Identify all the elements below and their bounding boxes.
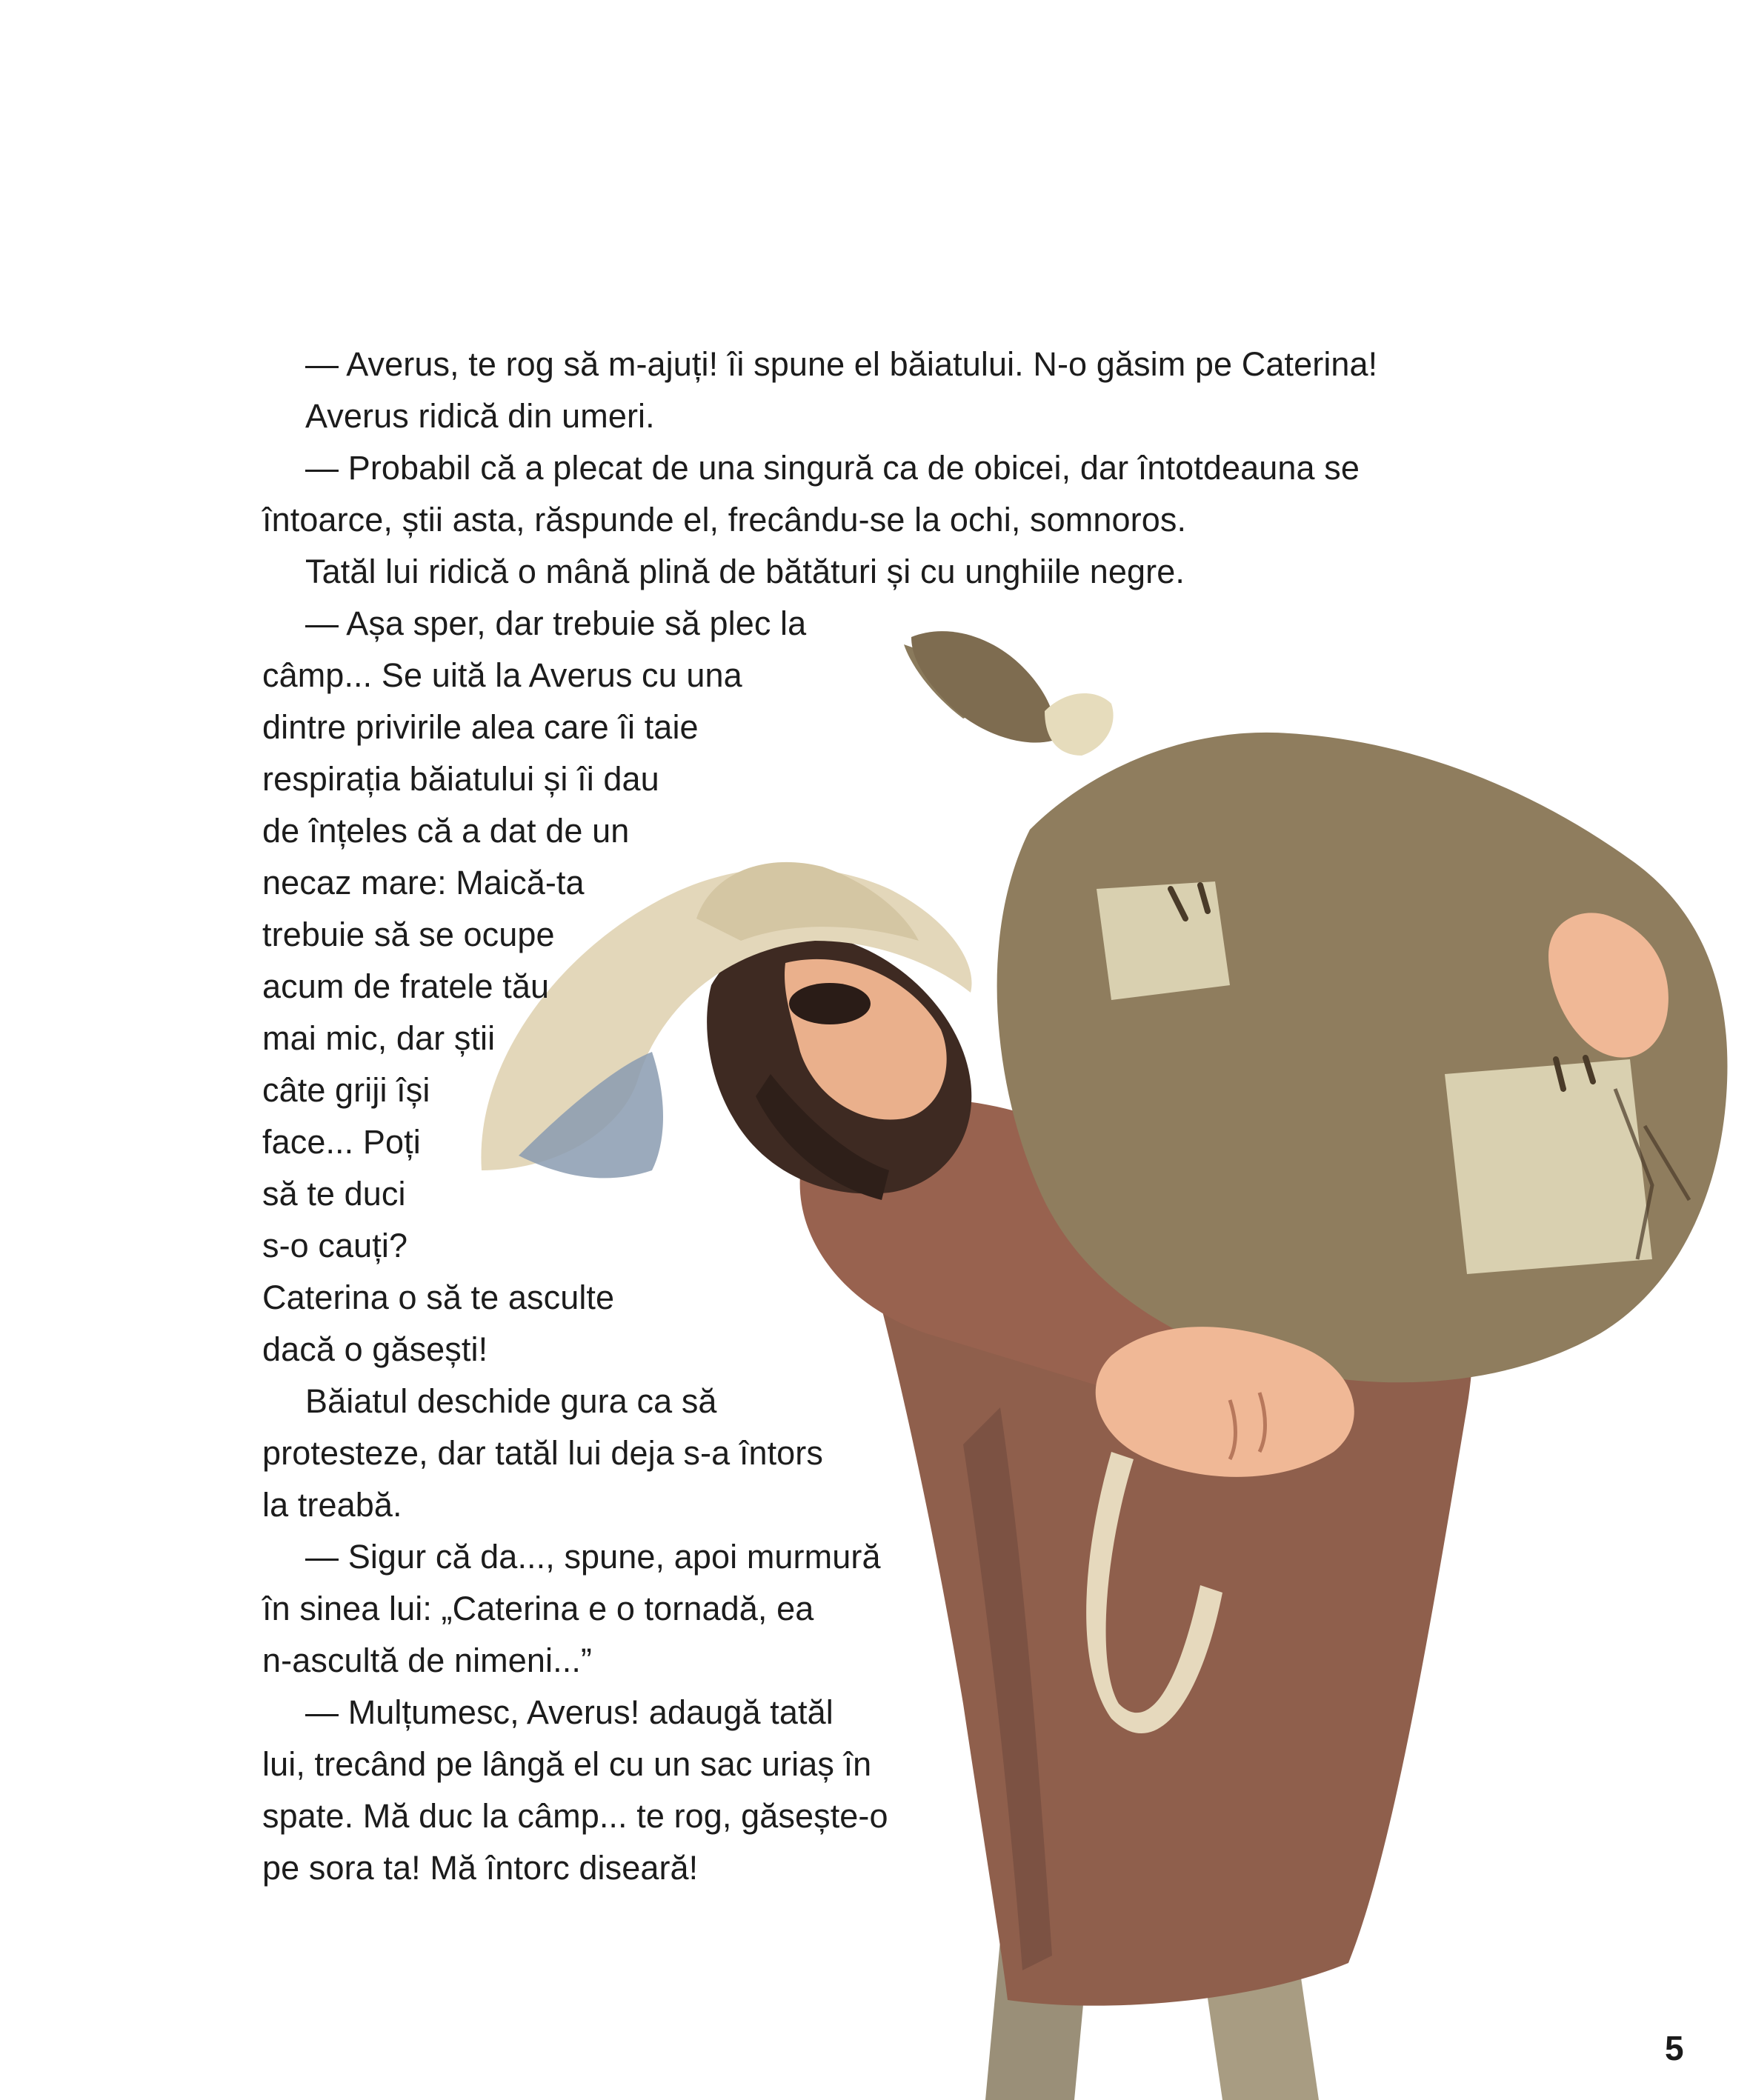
farmer-head <box>707 931 971 1201</box>
text-line: Tatăl lui ridică o mână plină de bătături și cu unghiile negre. <box>305 553 1185 590</box>
text-line: în sinea lui: „Caterina e o tornadă, ea <box>262 1590 814 1627</box>
page-number: 5 <box>1665 2029 1684 2067</box>
text-line: Caterina o să te asculte <box>262 1279 615 1316</box>
text-line: trebuie să se ocupe <box>262 916 555 953</box>
text-line: acum de fratele tău <box>262 967 550 1005</box>
text-line: să te duci <box>262 1175 406 1213</box>
text-line: dacă o găsești! <box>262 1330 488 1368</box>
text-line: — Probabil că a plecat de una singură ca de obicei, dar întotdeauna se <box>305 449 1360 487</box>
text-line: Băiatul deschide gura ca să <box>305 1382 717 1420</box>
text-line: face... Poți <box>262 1123 421 1161</box>
text-line: lui, trecând pe lângă el cu un sac uriaș în <box>262 1745 872 1783</box>
text-line: Averus ridică din umeri. <box>305 397 655 435</box>
text-line: — Averus, te rog să m-ajuți! îi spune el băiatului. N-o găsim pe Caterina! <box>305 345 1378 383</box>
text-line: câte griji își <box>262 1071 430 1109</box>
text-line: spate. Mă duc la câmp... te rog, găsește-o <box>262 1797 888 1835</box>
text-line: — Așa sper, dar trebuie să plec la <box>305 604 807 642</box>
text-line: dintre privirile alea care îi taie <box>262 708 699 746</box>
text-line: — Sigur că da..., spune, apoi murmură <box>305 1538 881 1576</box>
sack-patch <box>1445 1059 1652 1274</box>
text-line: n-ascultă de nimeni...” <box>262 1641 593 1679</box>
text-line: întoarce, știi asta, răspunde el, frecându-se la ochi, somnoros. <box>262 501 1187 539</box>
text-line: necaz mare: Maică-ta <box>262 864 585 901</box>
text-line: — Mulțumesc, Averus! adaugă tatăl <box>305 1693 834 1731</box>
text-line: câmp... Se uită la Averus cu una <box>262 656 742 694</box>
sack-patch <box>1097 881 1230 1000</box>
text-line: respirația băiatului și îi dau <box>262 760 659 798</box>
text-line: de înțeles că a dat de un <box>262 812 630 850</box>
text-line: la treabă. <box>262 1486 402 1524</box>
text-line: protesteze, dar tatăl lui deja s-a întors <box>262 1434 823 1472</box>
text-line: pe sora ta! Mă întorc diseară! <box>262 1849 699 1887</box>
text-line: mai mic, dar știi <box>262 1019 496 1057</box>
text-line: s-o cauți? <box>262 1227 408 1264</box>
